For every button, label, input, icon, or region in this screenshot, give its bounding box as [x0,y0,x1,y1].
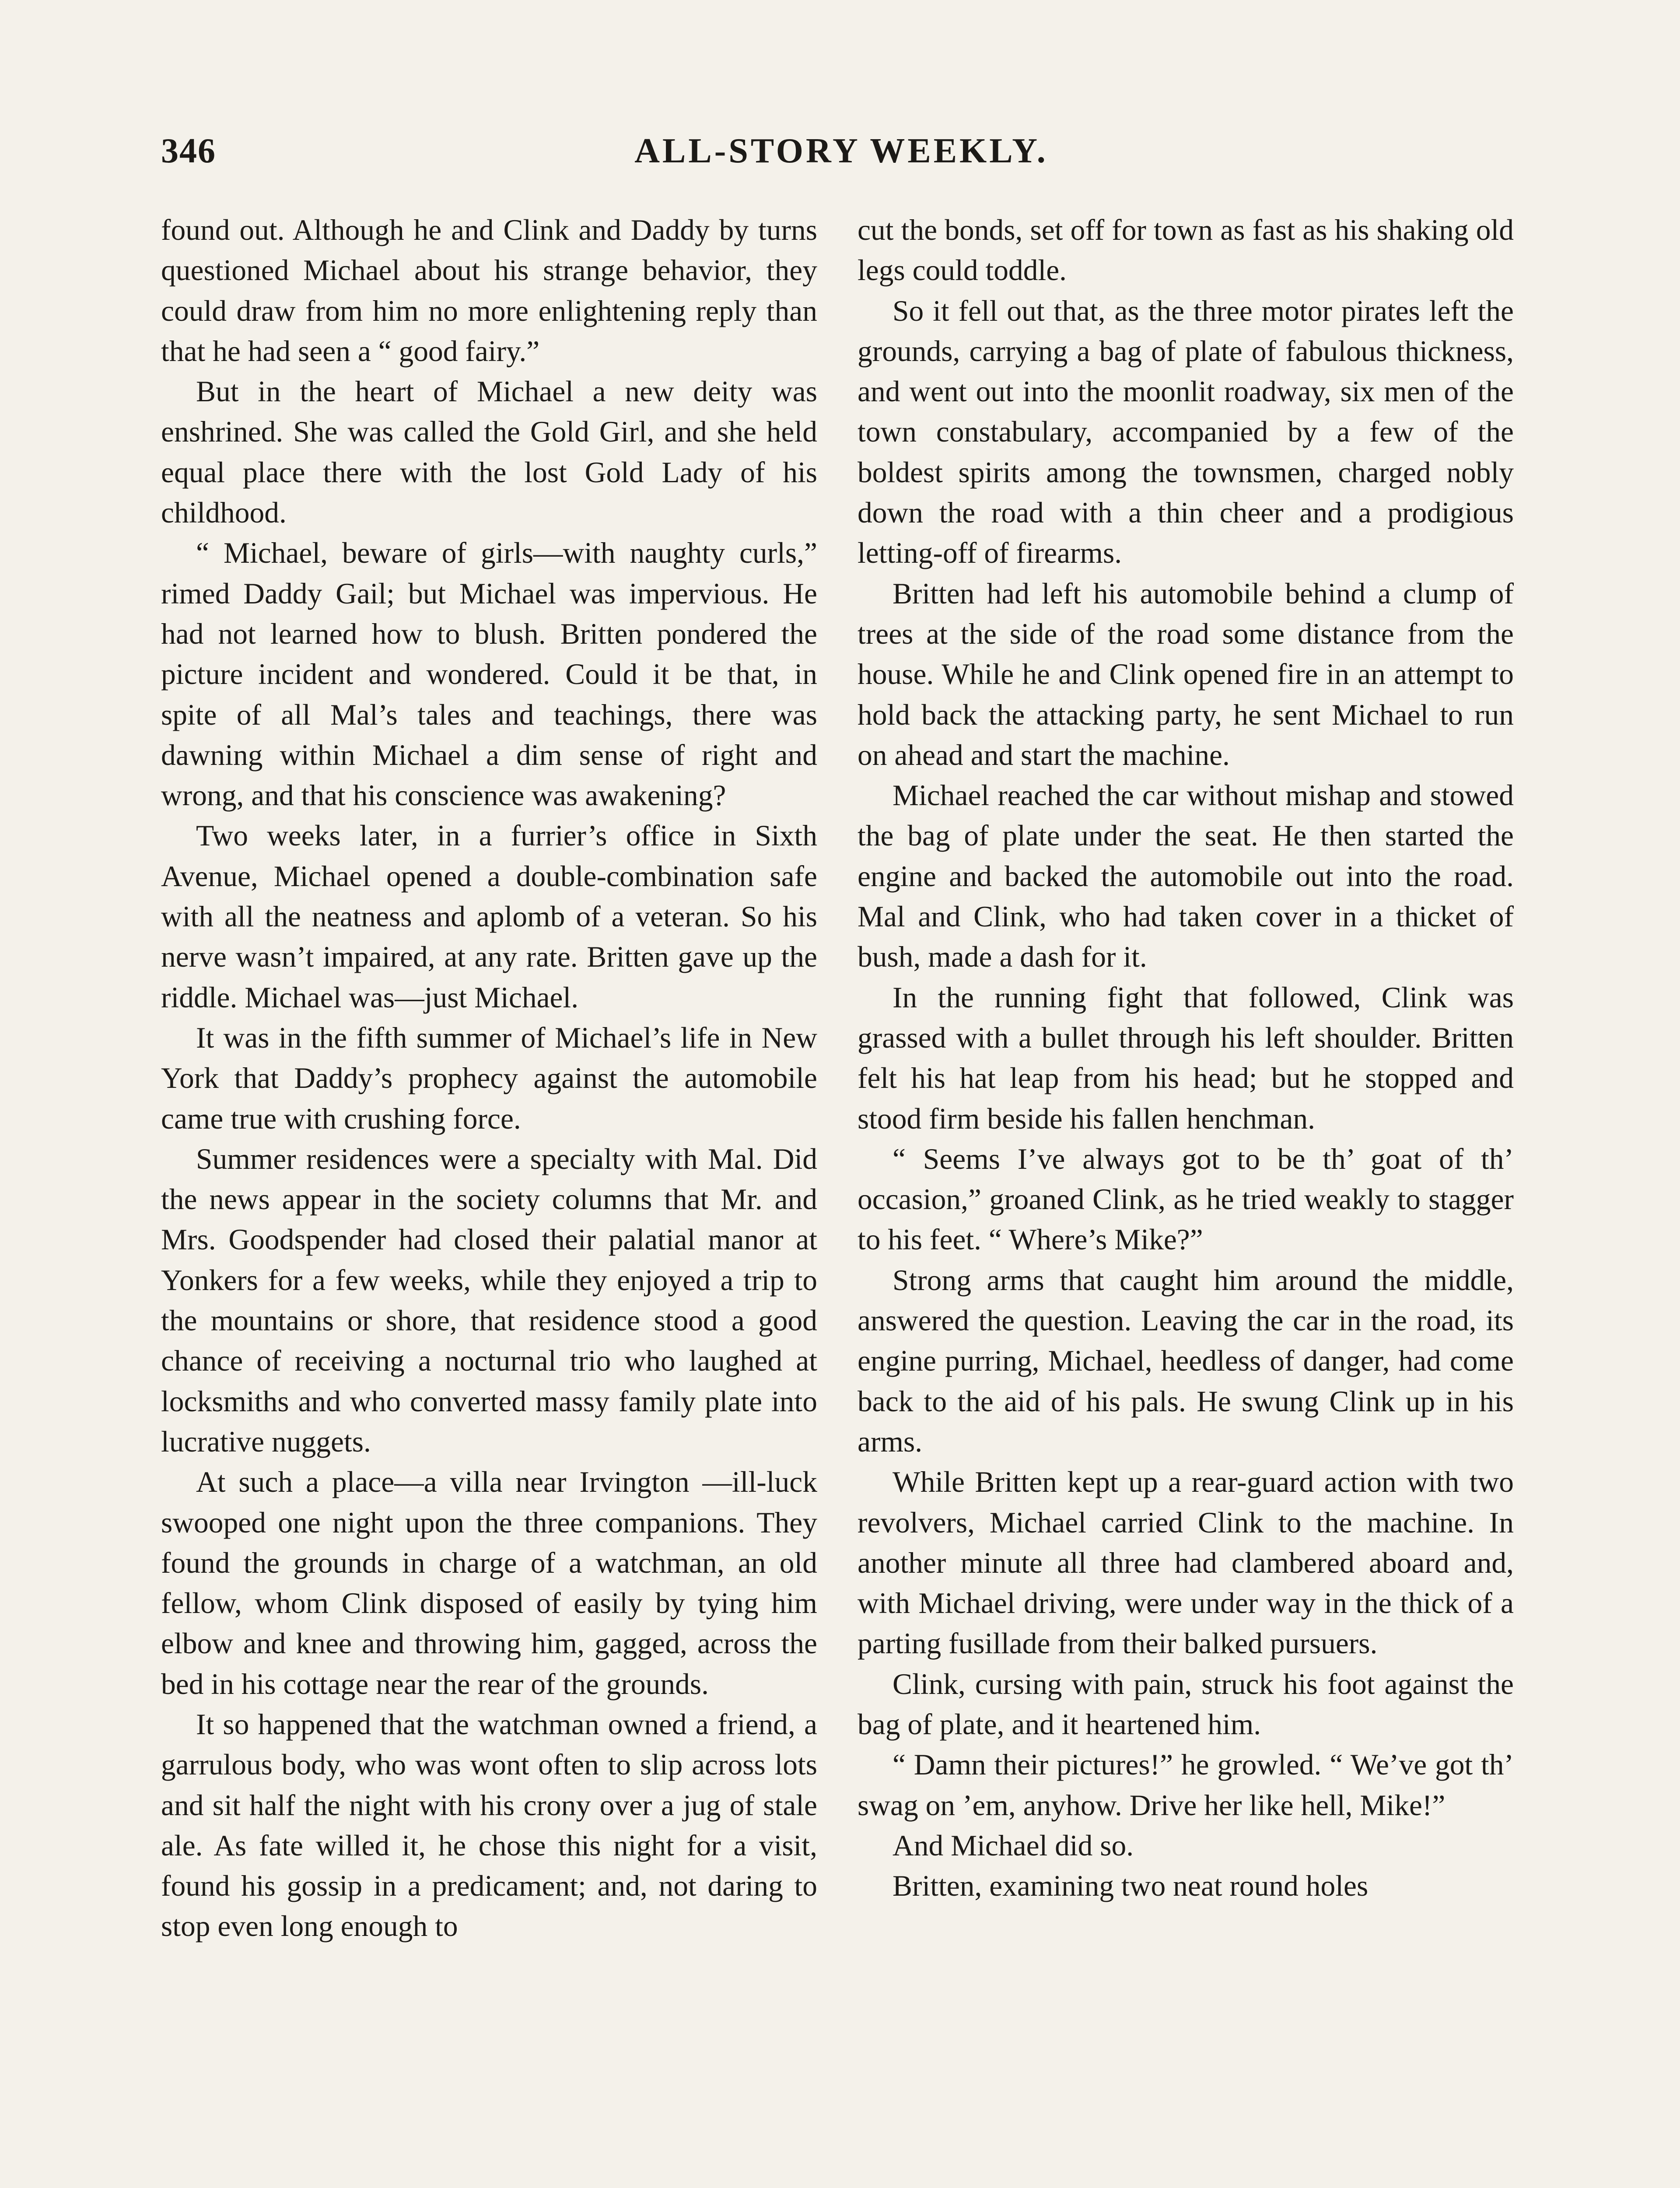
paragraph: “ Seems I’ve always got to be th’ goat of th’ occasion,” groaned Clink, as he tried weakly to stagger to his feet. “ Where’s Mike?” [858,1142,1514,1256]
paragraph: So it fell out that, as the three motor pirates left the grounds, carrying a bag of plate of fabulous thickness, and went out into the moonlit roadway, six men of the town constabulary, accompanied by a few of the boldest spirits among the townsmen, charged nobly down the road with a thin cheer and a prodigious letting-off of firearms. [858,294,1514,570]
paragraph: Summer residences were a specialty with Mal. Did the news appear in the society columns that Mr. and Mrs. Goodspender had closed their palatial manor at Yonkers for a few weeks, while they enjoyed a trip to the mountains or shore, that residence stood a good chance of receiving a nocturnal trio who laughed at locksmiths and who converted massy family plate into lucrative nuggets. [161,1142,817,1458]
paragraph: “ Michael, beware of girls—with naughty curls,” rimed Daddy Gail; but Michael was impervious. He had not learned how to blush. Britten pondered the picture incident and wondered. Could it be that, in spite of all Mal’s tales and teachings, there was dawning within Michael a dim sense of right and wrong, and that his conscience was awakening? [161,536,817,812]
paragraph: cut the bonds, set off for town as fast as his shaking old legs could toddle. [858,214,1514,287]
paragraph: But in the heart of Michael a new deity was enshrined. She was called the Gold Girl, and she held equal place there with the lost Gold Lady of his childhood. [161,375,817,529]
paragraph: Britten had left his automobile behind a clump of trees at the side of the road some distance from the house. While he and Clink opened fire in an attempt to hold back the attacking party, he sent Michael to run on ahead and start the machine. [858,577,1514,771]
left-column [161,210,817,1947]
paragraph: “ Damn their pictures!” he growled. “ We’ve got th’ swag on ’em, anyhow. Drive her like hell, Mike!” [858,1748,1514,1822]
page-number: 346 [161,132,216,170]
paragraph: found out. Although he and Clink and Daddy by turns questioned Michael about his strange behavior, they could draw from him no more enlightening reply than that he had seen a “ good fairy.” [161,214,817,368]
paragraph: Strong arms that caught him around the middle, answered the question. Leaving the car in the road, its engine purring, Michael, heedless of danger, had come back to the aid of his pals. He swung Clink up in his arms. [858,1263,1514,1458]
paragraph: At such a place—a villa near Irvington —ill-luck swooped one night upon the three companions. They found the grounds in charge of a watchman, an old fellow, whom Clink disposed of easily by tying him elbow and knee and throwing him, gagged, across the bed in his cottage near the rear of the grounds. [161,1466,817,1701]
right-column [858,210,1514,1906]
paragraph: Two weeks later, in a furrier’s office in Sixth Avenue, Michael opened a double-combination safe with all the neatness and aplomb of a veteran. So his nerve wasn’t impaired, at any rate. Britten gave up the riddle. Michael was—just Michael. [161,819,817,1014]
paragraph: It so happened that the watchman owned a friend, a garrulous body, who was wont often to slip across lots and sit half the night with his crony over a jug of stale ale. As fate willed it, he chose this night for a visit, found his gossip in a predicament; and, not daring to stop even long enough to [161,1708,817,1943]
paragraph: It was in the fifth summer of Michael’s life in New York that Daddy’s prophecy against the automobile came true with crushing force. [161,1021,817,1135]
paragraph: Michael reached the car without mishap and stowed the bag of plate under the seat. He then started the engine and backed the automobile out into the road. Mal and Clink, who had taken cover in a thicket of bush, made a dash for it. [858,779,1514,974]
page-header [161,131,1522,179]
paragraph: Britten, examining two neat round holes [892,1869,1368,1903]
paragraph: Clink, cursing with pain, struck his foot against the bag of plate, and it heartened him. [858,1667,1514,1741]
paragraph: And Michael did so. [892,1829,1134,1862]
paragraph: In the running fight that followed, Clink was grassed with a bullet through his left shoulder. Britten felt his hat leap from his head; but he stopped and stood firm beside his fallen henchman. [858,981,1514,1135]
running-title: ALL-STORY WEEKLY. [634,132,1048,170]
paragraph: While Britten kept up a rear-guard action with two revolvers, Michael carried Clink to the machine. In another minute all three had clambered aboard and, with Michael driving, were under way in the thick of a parting fusillade from their balked pursuers. [858,1466,1514,1660]
